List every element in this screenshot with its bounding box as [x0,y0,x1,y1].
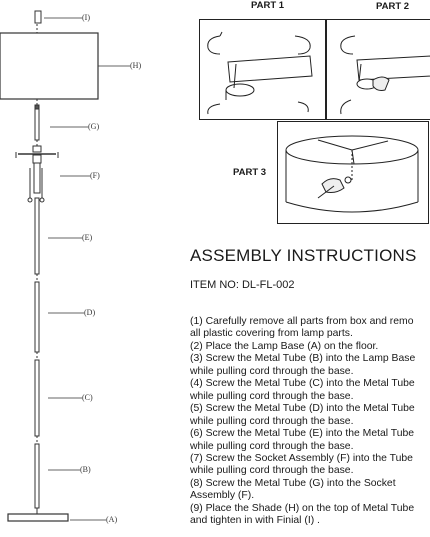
callout-base: (A) [106,515,118,524]
step-line: (6) Screw the Metal Tube (E) into the Metal Tube [190,428,415,440]
part2-label: PART 2 [376,1,410,12]
step-line: Assembly (F). [190,490,255,502]
tube-d-part [35,282,39,352]
step-line: while pulling cord through the base. [190,415,354,427]
step-line: (2) Place the Lamp Base (A) on the floor. [190,340,379,352]
part1-illustration [200,20,325,119]
callout-finial: (I) [82,13,90,22]
callout-tube-e: (E) [82,233,93,242]
callout-tube-c: (C) [82,393,93,402]
step-line: while pulling cord through the base. [190,440,354,452]
instruction-steps [190,316,430,528]
part3-illustration [278,122,428,223]
shade-part [0,33,98,99]
step-line: all plastic covering from lamp parts. [190,328,353,340]
step-line: while pulling cord through the base. [190,390,354,402]
tube-b-part [35,444,39,508]
step-line: while pulling cord through the base. [190,465,354,477]
finial-part [35,11,41,23]
page-title: ASSEMBLY INSTRUCTIONS [190,246,417,265]
callout-tube-g: (G) [88,122,100,131]
socket-assembly-part [16,146,58,202]
part2-panel [326,19,430,120]
callout-socket: (F) [90,171,100,180]
callout-shade: (H) [130,61,142,70]
item-number: ITEM NO: DL-FL-002 [190,279,295,291]
step-line: (8) Screw the Metal Tube (G) into the Socket [190,477,396,489]
step-line: (9) Place the Shade (H) on the top of Metal Tube [190,502,415,514]
step-line: (5) Screw the Metal Tube (D) into the Metal Tube [190,403,415,415]
tube-g-part [35,107,39,140]
part2-illustration [327,20,430,119]
base-part [8,514,68,521]
part3-panel [277,121,429,224]
callout-tube-b: (B) [80,465,91,474]
step-line: (4) Screw the Metal Tube (C) into the Metal Tube [190,378,415,390]
step-line: while pulling cord through the base. [190,365,354,377]
step-line: (1) Carefully remove all parts from box and remo [190,316,414,327]
tube-e-part [35,198,39,274]
part3-label: PART 3 [233,167,267,178]
callout-tube-d: (D) [84,308,96,317]
step-line: and tighten in with Finial (I) . [190,515,320,527]
lamp-exploded-diagram [0,0,190,537]
step-line: (7) Screw the Socket Assembly (F) into the Tube [190,452,413,464]
part1-label: PART 1 [251,0,285,11]
part1-panel [199,19,326,120]
tube-c-part [35,360,39,436]
step-line: (3) Screw the Metal Tube (B) into the Lamp Base [190,353,416,365]
